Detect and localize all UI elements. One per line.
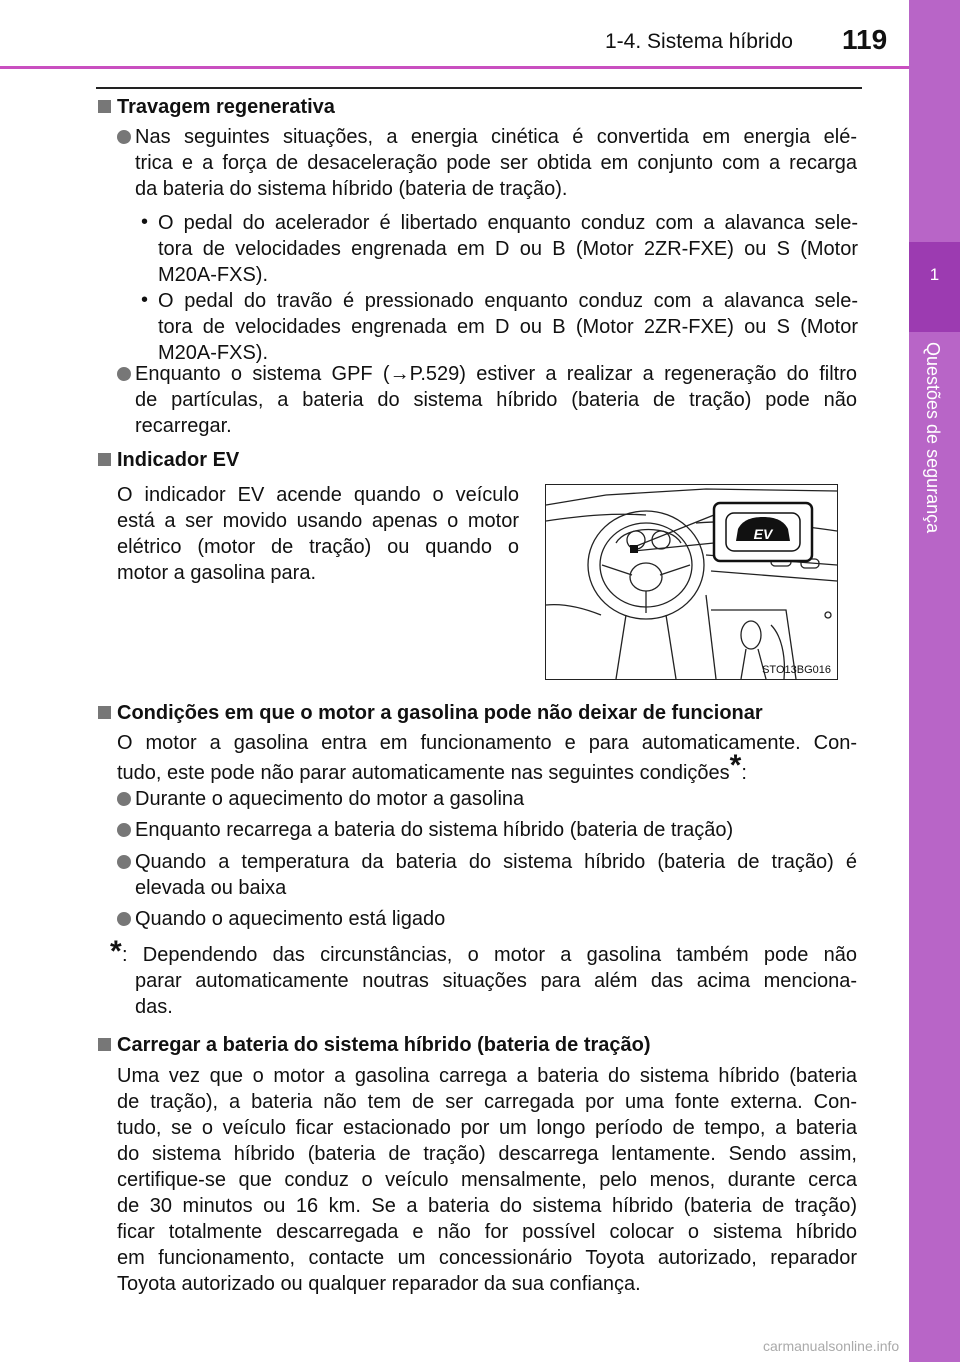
- heading-square-icon: [98, 706, 111, 719]
- heading-charge: Carregar a bateria do sistema híbrido (bateria de tração): [117, 1034, 651, 1056]
- charge-line: ficar totalmente descarregada e não for possível colocar o sistema híbrido: [117, 1221, 857, 1243]
- ev-text-line1: O indicador EV acende quando o veículo: [117, 484, 519, 506]
- heading-square-icon: [98, 1038, 111, 1051]
- regen-sub1-line2: tora de velocidades engrenada em D ou B (Motor 2ZR-FXE) ou S (Motor: [158, 238, 858, 260]
- charge-line: Toyota autorizado ou qualquer reparador da sua confiança.: [117, 1273, 641, 1295]
- regen-p1-line3: da bateria do sistema híbrido (bateria de tração).: [135, 178, 568, 200]
- regen-p1-line2: trica e a força de desaceleração pode ser obtida em conjunto com a recarga: [135, 152, 857, 174]
- condition-item: Enquanto recarrega a bateria do sistema híbrido (bateria de tração): [135, 819, 734, 841]
- ev-text-line2: está a ser movido usando apenas o motor: [117, 510, 519, 532]
- footnote-line3: das.: [135, 996, 173, 1018]
- footnote-line2: parar automaticamente noutras situações para além das acima menciona-: [135, 970, 857, 992]
- footnote-line1: : Dependendo das circunstâncias, o motor a gasolina também pode não: [122, 944, 857, 966]
- charge-line: Uma vez que o motor a gasolina carrega a bateria do sistema híbrido (bateria: [117, 1065, 857, 1087]
- watermark-url: carmanualsonline.info: [763, 1338, 900, 1354]
- conditions-intro-suffix: :: [741, 762, 747, 784]
- regen-sub2-line1: O pedal do travão é pressionado enquanto conduz com a alavanca sele-: [158, 290, 858, 312]
- bullet-dot-icon: [117, 912, 131, 926]
- chapter-number: 1: [929, 265, 940, 284]
- heading-ev: Indicador EV: [117, 449, 240, 471]
- conditions-intro-line2: [117, 749, 747, 786]
- ev-indicator-illustration: [545, 484, 838, 680]
- chapter-label: Questões de segurança: [923, 342, 943, 534]
- section-title: 1-4. Sistema híbrido: [605, 30, 793, 53]
- condition-item: Quando a temperatura da bateria do sistema híbrido (bateria de tração) é: [135, 851, 857, 873]
- page-number: 119: [842, 24, 888, 55]
- regen-p2-line1: Enquanto o sistema GPF (→P.529) estiver a realizar a regeneração do filtro: [135, 363, 857, 385]
- conditions-intro-text: tudo, este pode não parar automaticamente nas seguintes condições: [117, 762, 730, 784]
- charge-line: certifique-se que conduz o veículo mensalmente, pelo menos, durante cerca: [117, 1169, 857, 1191]
- header-rule: [0, 66, 960, 69]
- conditions-intro-line1: O motor a gasolina entra em funcionamento e para automaticamente. Con-: [117, 732, 857, 754]
- figure-code: STO13BG016: [762, 664, 831, 676]
- charge-line: em funcionamento, contacte um concessionário Toyota autorizado, reparador: [117, 1247, 857, 1269]
- bullet-dot-icon: [117, 130, 131, 144]
- regen-p2-line2: de partículas, a bateria do sistema híbrido (bateria de tração) pode não: [135, 389, 857, 411]
- ev-indicator-label: EV: [753, 526, 773, 542]
- heading-regen: Travagem regenerativa: [117, 96, 335, 118]
- condition-item: Durante o aquecimento do motor a gasolina: [135, 788, 525, 810]
- asterisk-marker: *: [729, 749, 742, 782]
- sub-bullet: •: [141, 211, 149, 233]
- regen-sub1-line3: M20A-FXS).: [158, 264, 269, 286]
- sub-bullet: •: [141, 289, 149, 311]
- regen-sub2-line2: tora de velocidades engrenada em D ou B (Motor 2ZR-FXE) ou S (Motor: [158, 316, 858, 338]
- charge-line: de 30 minutos ou 16 km. Se a bateria do sistema híbrido (bateria de tração): [117, 1195, 857, 1217]
- charge-line: do sistema híbrido (bateria de tração) descarrega lentamente. Sendo assim,: [117, 1143, 857, 1165]
- regen-p1-line1: Nas seguintes situações, a energia cinética é convertida em energia elé-: [135, 126, 857, 148]
- condition-item: Quando o aquecimento está ligado: [135, 908, 446, 930]
- footnote-asterisk: *: [110, 935, 122, 968]
- ev-text-line4: motor a gasolina para.: [117, 562, 317, 584]
- bullet-dot-icon: [117, 823, 131, 837]
- heading-square-icon: [98, 100, 111, 113]
- charge-line: tudo, se o veículo ficar estacionado por um longo período de tempo, a bateria: [117, 1117, 857, 1139]
- heading-conditions: Condições em que o motor a gasolina pode não deixar de funcionar: [117, 702, 763, 724]
- bullet-dot-icon: [117, 792, 131, 806]
- dashboard-illustration: [546, 485, 837, 679]
- content-top-rule: [96, 87, 862, 89]
- ev-text-line3: elétrico (motor de tração) ou quando o: [117, 536, 519, 558]
- regen-p2-line3: recarregar.: [135, 415, 232, 437]
- regen-sub1-line1: O pedal do acelerador é libertado enquanto conduz com a alavanca sele-: [158, 212, 858, 234]
- chapter-tab-highlight: [909, 242, 960, 332]
- condition-item-continued: elevada ou baixa: [135, 877, 287, 899]
- regen-sub2-line3: M20A-FXS).: [158, 342, 269, 364]
- bullet-dot-icon: [117, 367, 131, 381]
- bullet-dot-icon: [117, 855, 131, 869]
- chapter-side-tab: [909, 0, 960, 1362]
- heading-square-icon: [98, 453, 111, 466]
- charge-line: de tração), a bateria não tem de ser carregada por uma fonte externa. Con-: [117, 1091, 857, 1113]
